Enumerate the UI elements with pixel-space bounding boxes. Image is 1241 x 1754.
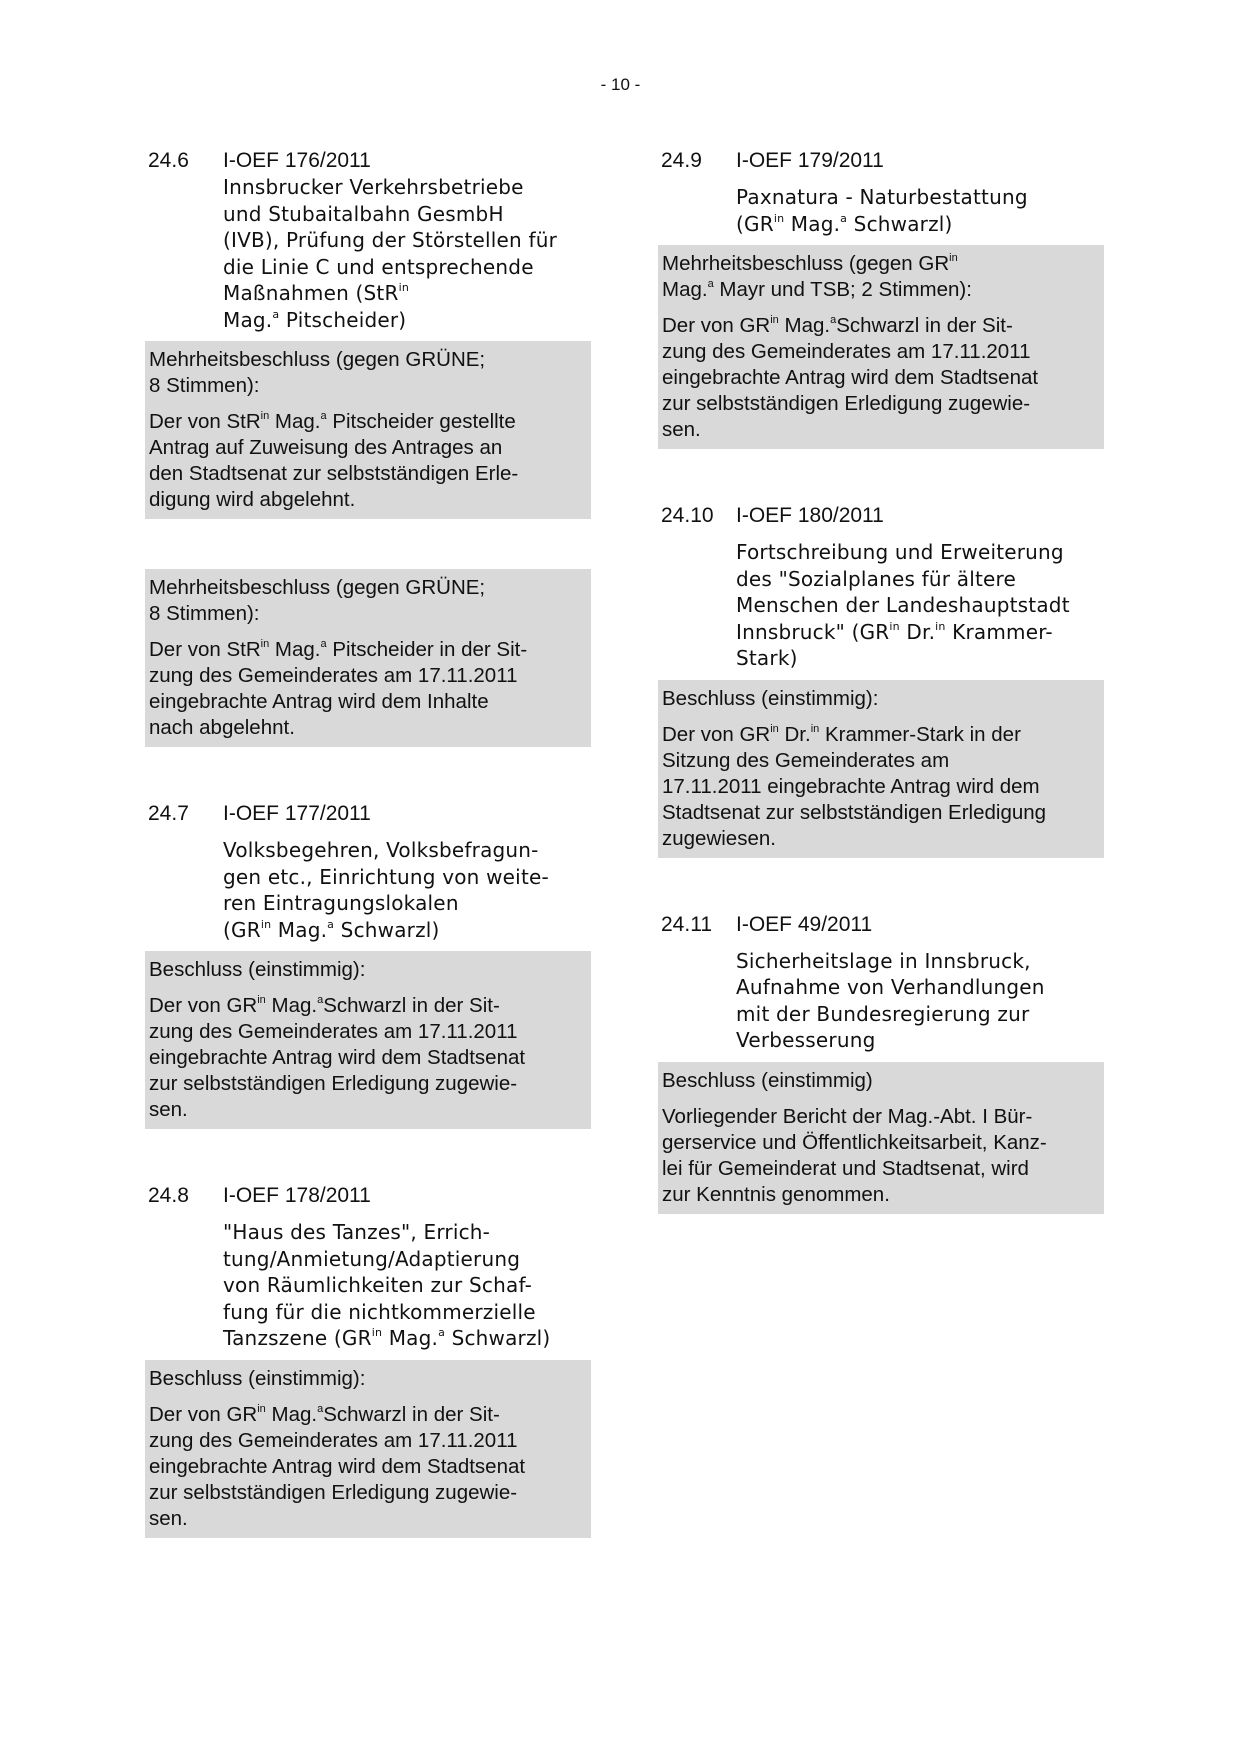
decision-label: Beschluss (einstimmig) xyxy=(662,1068,873,1092)
item-title: Innsbrucker Verkehrsbetriebe und Stubaitalbahn GesmbH (IVB), Prüfung der Störstellen für die Linie C und entsprechende Maßnahmen (StR$^{in}$ Mag.$^a$ Pitscheider) xyxy=(223,175,558,332)
item-reference: I-OEF 176/2011 xyxy=(223,149,371,172)
item-reference: I-OEF 49/2011 xyxy=(736,912,873,936)
decision-text: Der von $GR^{in}$ Mag.$^a$Schwarzl in der Sit- zung des Gemeinderates am 17.11.2011 eingebrachte Antrag wird dem Stadtsenat zur selbstständigen Erledigung zugewie- sen. xyxy=(149,994,526,1121)
agenda-item-24-8 xyxy=(145,1183,591,1538)
decision-label: Mehrheitsbeschluss (gegen GRÜNE; 8 Stimmen): xyxy=(149,348,486,397)
item-number: 24.10 xyxy=(661,504,714,527)
item-heading xyxy=(148,148,588,174)
item-number: 24.9 xyxy=(661,149,702,172)
agenda-item-24-11 xyxy=(658,912,1104,1214)
decision-text: Vorliegender Bericht der Mag.-Abt. I Bür- gerservice und Öffentlichkeitsarbeit, Kanz- lei für Gemeinderat und Stadtsenat, wird zur Kenntnis genommen. xyxy=(662,1104,1047,1206)
item-heading xyxy=(661,148,1101,174)
decision-label: Mehrheitsbeschluss (gegen $GR^{in}$ Mag.$^a$ Mayr und TSB; 2 Stimmen): xyxy=(662,252,972,301)
item-title: Volksbegehren, Volksbefragun- gen etc., Einrichtung von weite- ren Eintragungslokalen ($GR^{in}$ Mag.$^a$ Schwarzl) xyxy=(223,838,549,942)
decision-label: Beschluss (einstimmig): xyxy=(149,958,366,981)
item-heading xyxy=(661,503,1101,529)
decision-box xyxy=(658,680,1104,858)
item-title: "Haus des Tanzes", Errich- tung/Anmietung/Adaptierung von Räumlichkeiten zur Schaf- fung für die nichtkommerzielle Tanzszene ($GR^{in}$ Mag.$^a$ Schwarzl) xyxy=(223,1220,551,1350)
item-reference: I-OEF 180/2011 xyxy=(736,504,884,527)
agenda-item-24-6 xyxy=(145,148,591,747)
item-number: 24.6 xyxy=(148,149,189,172)
decision-box xyxy=(145,569,591,747)
decision-label: Mehrheitsbeschluss (gegen GRÜNE; 8 Stimmen): xyxy=(149,576,486,625)
decision-text: Der von $GR^{in}$ Dr.$^{in}$ Krammer-Stark in der Sitzung des Gemeinderates am 17.11.2011 eingebrachte Antrag wird dem Stadtsenat zur selbstständigen Erledigung zugewiesen. xyxy=(662,722,1047,850)
decision-box xyxy=(145,951,591,1129)
decision-text: Der von $GR^{in}$ Mag.$^a$Schwarzl in der Sit- zung des Gemeinderates am 17.11.2011 eingebrachte Antrag wird dem Stadtsenat zur selbstständigen Erledigung zugewie- sen. xyxy=(149,1402,526,1530)
item-title: Fortschreibung und Erweiterung des "Sozialplanes für ältere Menschen der Landeshauptstadt Innsbruck" ($GR^{in}$ Dr.$^{in}$ Krammer- Stark) xyxy=(736,540,1070,670)
left-column xyxy=(145,148,591,1538)
decision-box xyxy=(145,341,591,519)
page-number: - 10 - xyxy=(600,75,641,94)
agenda-item-24-9 xyxy=(658,148,1104,449)
item-title: Sicherheitslage in Innsbruck, Aufnahme von Verhandlungen mit der Bundesregierung zur Verbesserung xyxy=(736,948,1045,1052)
item-heading xyxy=(148,801,588,827)
decision-box xyxy=(658,1062,1104,1214)
decision-label: Beschluss (einstimmig): xyxy=(149,1366,366,1390)
decision-label: Beschluss (einstimmig): xyxy=(662,686,879,710)
item-heading xyxy=(148,1183,588,1209)
item-number: 24.8 xyxy=(148,1184,189,1207)
decision-box xyxy=(145,1360,591,1538)
item-number: 24.7 xyxy=(148,802,189,825)
decision-text: Der von StR$^{in}$ Mag.$^a$ Pitscheider gestellte Antrag auf Zuweisung des Antrages an den Stadtsenat zur selbstständigen Erle- digung wird abgelehnt. xyxy=(149,410,519,511)
item-heading xyxy=(661,912,1101,938)
item-title: Paxnatura - Naturbestattung ($GR^{in}$ Mag.$^a$ Schwarzl) xyxy=(736,185,1028,236)
item-reference: I-OEF 179/2011 xyxy=(736,149,884,172)
decision-text: Der von $GR^{in}$ Mag.$^a$Schwarzl in der Sit- zung des Gemeinderates am 17.11.2011 eingebrachte Antrag wird dem Stadtsenat zur selbstständigen Erledigung zugewie- sen. xyxy=(662,314,1039,441)
agenda-item-24-7 xyxy=(145,801,591,1129)
item-reference: I-OEF 177/2011 xyxy=(223,802,371,825)
decision-text: Der von StR$^{in}$ Mag.$^a$ Pitscheider in der Sit- zung des Gemeinderates am 17.11.2011 eingebrachte Antrag wird dem Inhalte nach abgelehnt. xyxy=(149,638,528,739)
agenda-item-24-10 xyxy=(658,503,1104,858)
item-number: 24.11 xyxy=(661,912,712,936)
decision-box xyxy=(658,245,1104,449)
item-reference: I-OEF 178/2011 xyxy=(223,1184,371,1207)
right-column xyxy=(658,148,1104,1214)
